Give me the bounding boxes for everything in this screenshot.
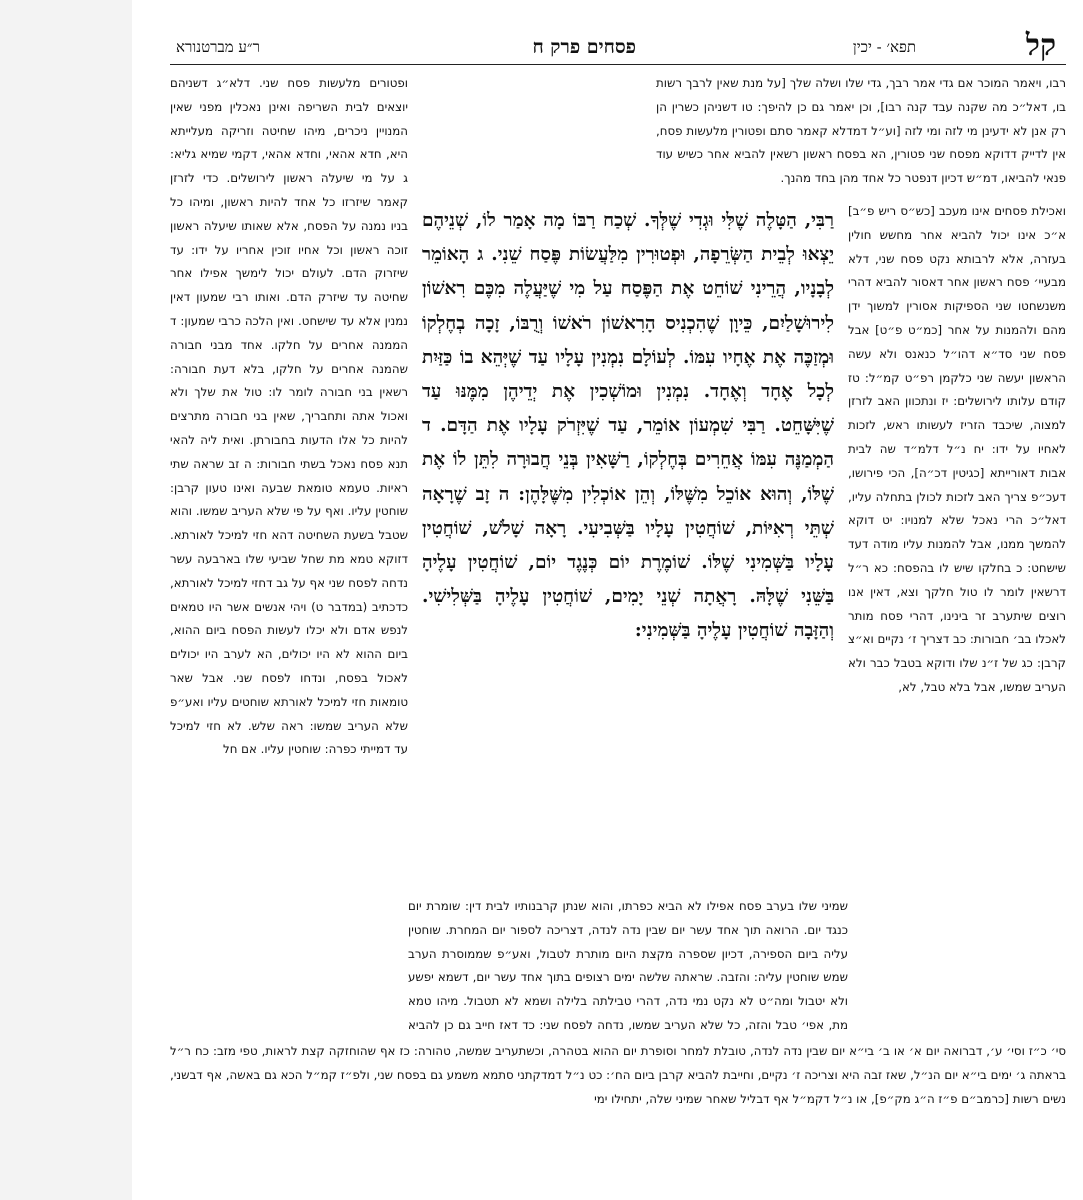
folio-number: קל [1025,28,1056,63]
bottom-middle-commentary [408,895,848,1041]
commentary-range: תפא׳ - יכין [852,38,916,56]
left-commentary-column [170,72,408,895]
bottom-commentary-block [170,1040,1066,1150]
mishnah-main-text [422,204,834,894]
commentary-title: ר״ע מברטנורא [176,38,260,56]
left-commentary-text: ופטורים מלעשות פסח שני. דלא״ג דשניהם יוצאים לבית השריפה ואינן נאכלין מפני שאין המנויין ניכרים, מיהו שחיטה וזריקה מעלייתא היא, חדא אהאי, וחדא אהאי, דקמי שמיא גליא: ג על מי שיעלה ראשון לירושלים. כדי לזרזן קאמר שיזרזו כל אחד להיות ראשון, ומיהו כל בניו נמנה על הפסח, אלא שאותו שיעלה ראשון זוכה ראשון וכל אחיו זוכין אחריו על ידו: עד שיזרוק הדם. לעולם יכול לימשך אפילו אחר שחיטה עד שיזרק הדם. ואותו רבי שמעון דאין נמנין אלא עד שישחט. ואין הלכה כרבי שמעון: ד הממנה אחרים על חלקו. אחד מבני חבורה שהמנה אחרים על חלקו, בלא דעת חבורה: רשאין בני חבורה לומר לו: טול את שלך ולא ואכול אתה ותחבריך, שאין בני חבורה מתרצים להיות כל אלו הדעות בחבורתן. ואית ליה להאי תנא פסח נאכל בשתי חבורות: ה זב שראה שתי ראיות. טעמא טומאת שבעה ואינו טעון קרבן: שוחטין עליו. ואף על פי שלא העריב שמשו. והוא שטבל בשעת השחיטה דהא חזי למיכל לאורתא. דזוקא טמא מת שחל שביעי שלו בארבעה עשר נדחה לפסח שני אף על גב דחזי למיכל לאורתא, כדכתיב (במדבר ט) ויהי אנשים אשר היו טמאים לנפש אדם ולא יכלו לעשות הפסח ביום ההוא, ביום ההוא לא היו יכולים, הא לערב היו יכולים לאכול בפסח, ונדחו לפסח שני. אבל שאר טומאות חזי למיכל לאורתא שוחטים עליו ואע״פ שלא העריב שמשו: ראה שלש. לא חזי למיכל עד דמייתי כפרה: שוחטין עליו. אם חל [170,76,408,757]
chapter-title: פסחים פרק ח [532,36,636,58]
document-page [170,30,1066,1170]
page-gutter [0,0,132,1200]
right-commentary-column [848,200,1066,895]
right-commentary-text: ואכילת פסחים אינו מעכב [כש״ס ריש פ״ב] א״כ אינו יכול להביא אחר מחשש חולין בעזרה, אלא לרבותא נקט פסח שני, דלא מבעיי׳ פסח ראשון אחר דאסור להביא דהרי משנשחטו שני הספיקות אסורין למשוך ידן מהם ולהמנות על אחר [כמ״ט פ״ט] אבל פסח שני סד״א דהו״ל כנאנס ולא עשה הראשון יעשה שני כלקמן רפ״ט קמ״ל: טז קודם עלותו לירושלים: יז ונתכוון האב לזרזן למצוה, שיכבד הזריז לעשותו ראש, לזכות לאחיו על ידו: יח נ״ל דלמ״ד שה לבית אבות דאורייתא [כגיטין דכ״ה], הכי פירושו, דעכ״פ צריך האב לזכות לכולן בתחלה עליו, דאל״כ הרי נאכל שלא למנויו: יט דוקא להמשך ממנו, אבל להמנות עליו מודה דעד שישחט: כ בחלקו שיש לו בהפסח: כא ר״ל דרשאין לומר לו טול חלקך וצא, דאין אנו רוצים שיתערב זר בינינו, דהרי פסח מותר לאכלו בב׳ חבורות: כב דצריך ז׳ נקיים וא״צ קרבן: כג של ז״נ שלו ודוקא בטבל כבר ולא העריב שמשו, אבל בלא טבל, לא, [848,204,1066,694]
bottom-middle-commentary-text: שמיני שלו בערב פסח אפילו לא הביא כפרתו, והוא שנתן קרבנותיו לבית דין: שומרת יום כנגד יום. הרואה תוך אחד עשר יום שבין נדה לנדה, דצריכה לספור יום המחרת. שוחטין עליה ביום הספירה, דכיון שספרה מקצת היום מותרת לטבול, ואע״פ שממוסרת הערב שמש שוחטין עליה: והזבה. שראתה שלשה ימים רצופים בתוך אחד עשר יום, דשמא יפשע ולא יטבול ומה״ט לא נקט נמי נדה, דהרי טבילתה בלילה ושמא לא תטבול. מיהו טמא מת, אפי׳ טבל והזה, כל שלא העריב שמשו, נדחה לפסח שני: כד דאז חייב גם כן להביא [408,899,848,1032]
bottom-commentary-text: סי׳ כ״ז וסי׳ ע׳, דברואה יום א׳ או ב׳ בי״א יום שבין נדה לנדה, טובלת למחר וסופרת יום ההוא בטהרה, וכשתעריב שמשה, טהורה: כז אף שהוחזקה קצת לראות, טפי מזב: כח ר״ל בראתה ג׳ ימים בי״א יום הנ״ל, שאז זבה היא וצריכה ז׳ נקיים, וחייבת להביא קרבן ביום הח׳: כט נ״ל דמדקתני סתמא משמע גם בפסח שני, ולפ״ז קמ״ל הכא גם באשה, אף דבשני, נשים רשות [כרמב״ם פ״ז ה״ג מק״פ], או נ״ל דקמ״ל אף דבליל שאחר שמיני שלה, יתחילו ימי [170,1044,1066,1106]
mishnah-text: רַבִּי, הַטָּלֶה שֶׁלִּי וּגְדִי שֶׁלְּךָ. שְׁכַח רַבּוֹ מָה אָמַר לוֹ, שְׁנֵיהֶם יֵצְאוּ לְבֵית הַשְּׂרֵפָה, וּפְטוּרִין מִלַּעֲשׂוֹת פֶּסַח שֵׁנִי. ג הָאוֹמֵר לְבָנָיו, הֲרֵינִי שׁוֹחֵט אֶת הַפֶּסַח עַל מִי שֶׁיַּעֲלֶה מִכֶּם רִאשׁוֹן לִירוּשָׁלַיִם, כֵּיוָן שֶׁהִכְנִיס הָרִאשׁוֹן רֹאשׁוֹ וְרֻבּוֹ, זָכָה בְחֶלְקוֹ וּמְזַכֶּה אֶת אֶחָיו עִמּוֹ. לְעוֹלָם נִמְנִין עָלָיו עַד שֶׁיְּהֵא בוֹ כַּזַּיִת לְכָל אֶחָד וְאֶחָד. נִמְנִין וּמוֹשְׁכִין אֶת יְדֵיהֶן מִמֶּנּוּ עַד שֶׁיִּשָּׁחֵט. רַבִּי שִׁמְעוֹן אוֹמֵר, עַד שֶׁיִּזְרֹק עָלָיו אֶת הַדָּם. ד הַמְמַנֶּה עִמּוֹ אֲחֵרִים בְּחֶלְקוֹ, רַשָּׁאִין בְּנֵי חֲבוּרָה לִתֵּן לוֹ אֶת שֶׁלּוֹ, וְהוּא אוֹכֵל מִשֶּׁלּוֹ, וְהֵן אוֹכְלִין מִשֶּׁלָּהֶן: ה זָב שֶׁרָאָה שְׁתֵּי רְאִיּוֹת, שׁוֹחֲטִין עָלָיו בַּשְּׁבִיעִי. רָאָה שָׁלֹשׁ, שׁוֹחֲטִין עָלָיו בַּשְּׁמִינִי שֶׁלּוֹ. שׁוֹמֶרֶת יוֹם כְּנֶגֶד יוֹם, שׁוֹחֲטִין עָלֶיהָ בַּשֵּׁנִי שֶׁלָּהּ. רָאֲתָה שְׁנֵי יָמִים, שׁוֹחֲטִין עָלֶיהָ בַּשְּׁלִישִׁי. וְהַזָּבָה שׁוֹחֲטִין עָלֶיהָ בַּשְּׁמִינִי: [422,210,834,642]
top-commentary-text: רבו, ויאמר המוכר אם גדי אמר רבך, גדי שלו ושלה שלך [על מנת שאין לרבך רשות בו, דאל״כ מה שקנה עבד קנה רבו], וכן יאמר גם כן להיפך: טו דשניהן כשרין הן רק אנן לא ידעינן מי לזה ומי לזה [וע״ל דמדלא קאמר סתם ופטורין מלעשות פסח, אין לדייק דדוקא מפסח שני פטורין, הא בפסח ראשון רשאין להביא אחר כשיש עוד פנאי להביאו, דמ״ש דכיון דנפטר כל אחד מהן בחד מהנך. [656,76,1066,186]
page-header [170,30,1066,65]
